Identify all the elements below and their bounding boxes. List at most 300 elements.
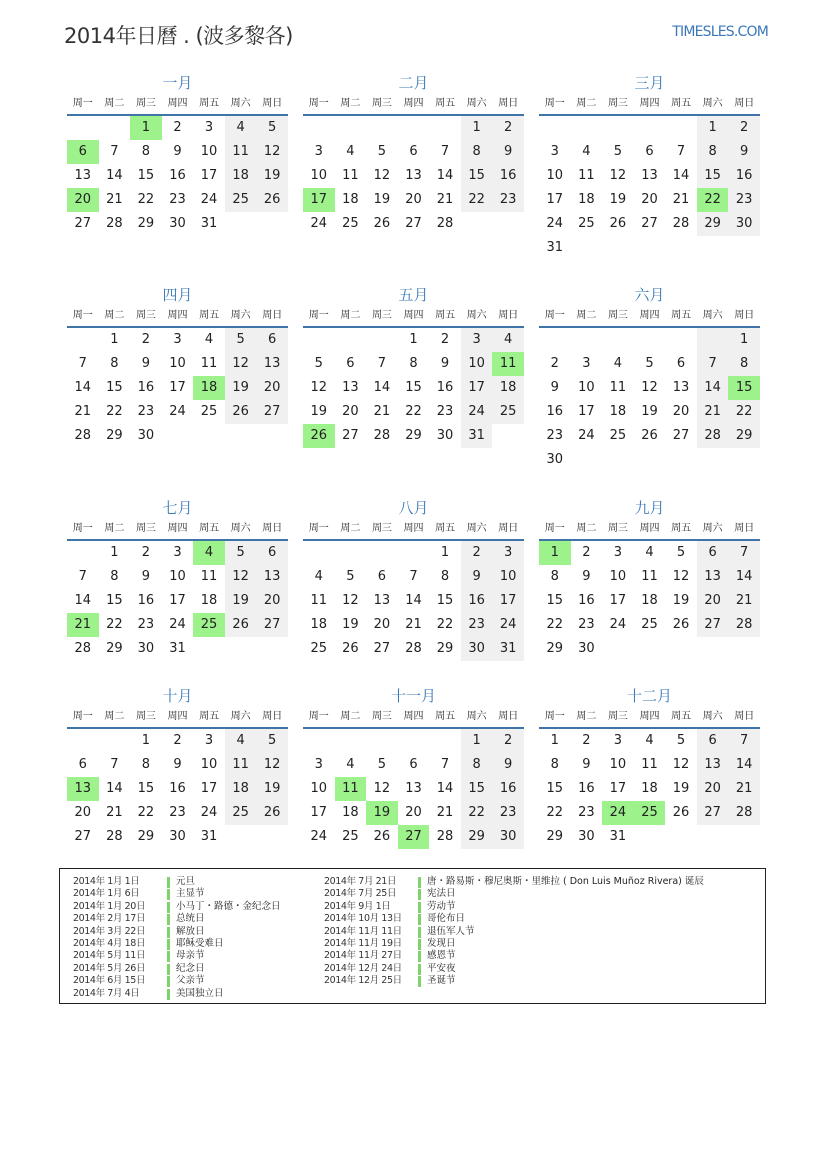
day-cell: 22 xyxy=(461,801,493,825)
weekday-label: 周日 xyxy=(498,523,519,534)
day-cell: 24 xyxy=(461,400,493,424)
day-empty xyxy=(429,729,461,753)
day-cell: 10 xyxy=(200,757,218,772)
legend-marker xyxy=(167,902,170,913)
day-grid xyxy=(303,541,524,661)
day-empty xyxy=(539,116,571,140)
day-cell: 3 xyxy=(314,757,323,772)
day-cell: 17 xyxy=(169,593,186,608)
day-empty xyxy=(303,729,335,753)
day-cell: 17 xyxy=(492,589,524,613)
day-cell: 8 xyxy=(440,569,450,584)
weekday-label: 周日 xyxy=(734,523,755,534)
day-cell: 30 xyxy=(436,428,454,443)
day-cell: 6 xyxy=(697,729,729,753)
legend-row xyxy=(73,975,281,987)
weekday-header xyxy=(303,306,524,328)
legend-date: 2014年 5月 11日 xyxy=(73,950,146,962)
day-cell: 7 xyxy=(440,144,450,159)
day-empty xyxy=(602,116,634,140)
day-cell: 7 xyxy=(728,541,760,565)
holiday-day-cell: 13 xyxy=(67,777,99,801)
legend-date: 2014年 12月 25日 xyxy=(324,975,402,987)
day-cell: 27 xyxy=(697,613,729,637)
brand-logo-text[interactable]: TIMESLES.COM xyxy=(672,24,768,40)
weekday-label: 周二 xyxy=(104,711,125,722)
day-cell: 30 xyxy=(137,641,155,656)
day-cell: 27 xyxy=(256,400,288,424)
day-cell: 9 xyxy=(728,140,760,164)
day-cell: 12 xyxy=(672,757,690,772)
day-cell: 5 xyxy=(256,116,288,140)
calendar-grid xyxy=(67,72,760,844)
day-cell: 14 xyxy=(672,168,690,183)
legend-holiday-name: 美国独立日 xyxy=(176,987,224,999)
month-name: 一月 xyxy=(162,74,193,92)
legend-row xyxy=(73,913,281,925)
legend-date: 2014年 4月 18日 xyxy=(73,937,146,949)
weekday-label: 周二 xyxy=(576,711,597,722)
legend-holiday-name: 小马丁・路德・金纪念日 xyxy=(176,900,281,912)
legend-marker xyxy=(418,939,421,950)
day-cell: 2 xyxy=(550,356,559,371)
legend-date: 2014年 12月 24日 xyxy=(324,962,402,974)
day-cell: 25 xyxy=(225,188,257,212)
day-cell: 29 xyxy=(546,829,564,844)
day-cell: 13 xyxy=(256,352,288,376)
day-cell: 25 xyxy=(492,400,524,424)
day-cell: 30 xyxy=(546,452,564,467)
day-cell: 1 xyxy=(110,332,119,347)
day-cell: 7 xyxy=(676,144,686,159)
day-cell: 11 xyxy=(641,757,658,772)
day-cell: 18 xyxy=(200,593,218,608)
day-cell: 8 xyxy=(141,757,151,772)
legend-holiday-name: 总统日 xyxy=(176,913,205,925)
legend-marker xyxy=(418,914,421,925)
day-empty xyxy=(303,116,335,140)
day-cell: 21 xyxy=(436,805,454,820)
month-block xyxy=(539,497,760,661)
legend-row xyxy=(324,975,704,987)
day-cell: 13 xyxy=(697,565,729,589)
day-cell: 9 xyxy=(440,356,450,371)
day-empty xyxy=(697,328,729,352)
legend-holiday-name: 发现日 xyxy=(427,937,456,949)
weekday-label: 周六 xyxy=(466,98,487,109)
weekday-label: 周五 xyxy=(671,523,692,534)
day-cell: 16 xyxy=(578,781,595,796)
day-cell: 19 xyxy=(373,192,391,207)
day-cell: 27 xyxy=(256,613,288,637)
day-cell: 24 xyxy=(546,216,564,231)
day-cell: 29 xyxy=(697,212,729,236)
day-cell: 10 xyxy=(578,380,595,395)
day-cell: 23 xyxy=(578,617,595,632)
weekday-label: 周三 xyxy=(607,711,628,722)
day-cell: 10 xyxy=(461,352,493,376)
weekday-header xyxy=(539,707,760,729)
day-cell: 28 xyxy=(728,801,760,825)
legend-date: 2014年 7月 21日 xyxy=(324,876,397,887)
day-cell: 13 xyxy=(405,168,422,183)
weekday-label: 周一 xyxy=(72,98,93,109)
day-cell: 6 xyxy=(78,757,87,772)
day-cell: 30 xyxy=(492,825,524,849)
weekday-label: 周一 xyxy=(308,310,329,321)
holiday-day-cell: 17 xyxy=(303,188,335,212)
legend-date: 2014年 6月 15日 xyxy=(73,975,146,987)
weekday-label: 周四 xyxy=(639,98,660,109)
day-cell: 24 xyxy=(310,216,328,231)
day-cell: 17 xyxy=(578,404,595,419)
legend-date: 2014年 11月 11日 xyxy=(324,925,402,937)
weekday-label: 周四 xyxy=(403,310,424,321)
day-cell: 3 xyxy=(204,733,214,748)
day-cell: 11 xyxy=(342,168,359,183)
day-cell: 14 xyxy=(74,593,92,608)
day-grid xyxy=(303,116,524,236)
day-cell: 17 xyxy=(200,168,218,183)
day-empty xyxy=(99,116,131,140)
weekday-label: 周三 xyxy=(135,310,156,321)
month-name: 四月 xyxy=(162,286,193,304)
day-cell: 16 xyxy=(578,593,595,608)
legend-row xyxy=(324,950,704,962)
day-cell: 15 xyxy=(106,593,123,608)
legend-row xyxy=(324,963,704,975)
day-cell: 27 xyxy=(641,216,658,231)
holiday-day-cell: 11 xyxy=(335,777,367,801)
holiday-day-cell: 27 xyxy=(398,825,430,849)
month-block xyxy=(67,72,288,236)
day-empty xyxy=(398,116,430,140)
day-cell: 1 xyxy=(110,545,119,560)
weekday-label: 周二 xyxy=(104,310,125,321)
day-cell: 29 xyxy=(137,216,155,231)
day-cell: 21 xyxy=(405,617,422,632)
day-grid xyxy=(539,729,760,849)
day-cell: 10 xyxy=(492,565,524,589)
day-cell: 14 xyxy=(436,168,454,183)
day-cell: 24 xyxy=(169,617,186,632)
day-empty xyxy=(366,729,398,753)
day-cell: 26 xyxy=(641,428,658,443)
day-cell: 13 xyxy=(342,380,359,395)
day-cell: 1 xyxy=(461,729,493,753)
day-empty xyxy=(539,328,571,352)
day-cell: 12 xyxy=(225,352,257,376)
day-cell: 30 xyxy=(169,216,186,231)
holiday-day-cell: 1 xyxy=(130,116,162,140)
legend-date: 2014年 1月 6日 xyxy=(73,888,140,900)
legend-date: 2014年 3月 22日 xyxy=(73,925,146,937)
day-cell: 20 xyxy=(697,589,729,613)
legend-holiday-name: 唐・路易斯・穆尼奥斯・里维拉 ( Don Luis Muñoz Rivera) 诞辰 xyxy=(427,876,704,887)
day-cell: 11 xyxy=(641,569,658,584)
day-cell: 16 xyxy=(728,164,760,188)
day-cell: 22 xyxy=(137,805,155,820)
day-cell: 2 xyxy=(492,729,524,753)
legend-date: 2014年 7月 4日 xyxy=(73,987,140,999)
day-cell: 2 xyxy=(728,116,760,140)
day-cell: 13 xyxy=(697,753,729,777)
legend-marker xyxy=(167,989,170,1000)
day-cell: 20 xyxy=(74,805,92,820)
day-cell: 28 xyxy=(672,216,690,231)
day-cell: 10 xyxy=(310,781,328,796)
day-cell: 20 xyxy=(405,805,422,820)
day-cell: 10 xyxy=(609,569,627,584)
day-grid xyxy=(303,328,524,448)
day-cell: 15 xyxy=(461,164,493,188)
weekday-label: 周日 xyxy=(262,98,283,109)
day-cell: 25 xyxy=(200,404,218,419)
weekday-label: 周五 xyxy=(435,310,456,321)
weekday-label: 周五 xyxy=(199,310,220,321)
day-cell: 22 xyxy=(436,617,454,632)
day-cell: 30 xyxy=(728,212,760,236)
day-cell: 9 xyxy=(582,757,591,772)
day-cell: 12 xyxy=(641,380,658,395)
weekday-label: 周日 xyxy=(262,711,283,722)
holiday-day-cell: 26 xyxy=(303,424,335,448)
day-cell: 2 xyxy=(141,332,151,347)
day-cell: 23 xyxy=(461,613,493,637)
legend-holiday-name: 劳动节 xyxy=(427,900,456,912)
legend-date: 2014年 9月 1日 xyxy=(324,900,391,912)
day-cell: 7 xyxy=(728,729,760,753)
day-cell: 10 xyxy=(169,569,186,584)
legend-marker xyxy=(167,927,170,938)
legend-row xyxy=(73,876,281,888)
day-empty xyxy=(67,729,99,753)
day-cell: 30 xyxy=(137,428,155,443)
day-cell: 6 xyxy=(346,356,355,371)
weekday-label: 周一 xyxy=(308,711,329,722)
day-cell: 5 xyxy=(613,144,623,159)
weekday-label: 周六 xyxy=(230,711,251,722)
day-cell: 21 xyxy=(106,192,123,207)
weekday-label: 周五 xyxy=(671,310,692,321)
holiday-day-cell: 25 xyxy=(634,801,666,825)
holiday-day-cell: 24 xyxy=(602,801,634,825)
holiday-day-cell: 22 xyxy=(697,188,729,212)
weekday-label: 周四 xyxy=(639,310,660,321)
day-cell: 3 xyxy=(492,541,524,565)
holiday-day-cell: 18 xyxy=(193,376,225,400)
weekday-label: 周六 xyxy=(466,523,487,534)
weekday-label: 周二 xyxy=(340,523,361,534)
day-empty xyxy=(366,328,398,352)
day-cell: 15 xyxy=(461,777,493,801)
day-grid xyxy=(67,729,288,849)
day-cell: 4 xyxy=(225,116,257,140)
weekday-header xyxy=(67,306,288,328)
weekday-label: 周五 xyxy=(435,711,456,722)
day-cell: 6 xyxy=(256,328,288,352)
day-cell: 12 xyxy=(342,593,359,608)
weekday-label: 周二 xyxy=(340,98,361,109)
day-cell: 16 xyxy=(461,589,493,613)
day-cell: 26 xyxy=(225,613,257,637)
day-empty xyxy=(665,116,697,140)
day-cell: 13 xyxy=(641,168,658,183)
day-cell: 3 xyxy=(613,545,623,560)
day-cell: 18 xyxy=(492,376,524,400)
legend-row xyxy=(324,876,704,888)
day-cell: 2 xyxy=(582,545,591,560)
holiday-day-cell: 15 xyxy=(728,376,760,400)
weekday-label: 周三 xyxy=(607,310,628,321)
day-cell: 22 xyxy=(106,617,123,632)
day-empty xyxy=(366,116,398,140)
weekday-label: 周二 xyxy=(104,523,125,534)
day-cell: 18 xyxy=(641,593,658,608)
weekday-label: 周一 xyxy=(72,310,93,321)
legend-marker xyxy=(167,914,170,925)
month-name: 十二月 xyxy=(626,687,672,705)
legend-holiday-name: 感恩节 xyxy=(427,950,456,962)
weekday-label: 周六 xyxy=(466,711,487,722)
legend-holiday-name: 主显节 xyxy=(176,888,205,900)
day-cell: 5 xyxy=(256,729,288,753)
legend-left-column xyxy=(73,876,281,1000)
day-cell: 7 xyxy=(78,356,87,371)
day-cell: 5 xyxy=(676,545,686,560)
legend-date: 2014年 11月 19日 xyxy=(324,937,402,949)
day-empty xyxy=(602,328,634,352)
legend-marker xyxy=(167,951,170,962)
month-block xyxy=(67,284,288,448)
day-cell: 19 xyxy=(225,589,257,613)
day-cell: 30 xyxy=(578,829,595,844)
legend-holiday-name: 退伍军人节 xyxy=(427,925,475,937)
holiday-day-cell: 6 xyxy=(67,140,99,164)
day-cell: 2 xyxy=(173,733,182,748)
day-cell: 24 xyxy=(169,404,186,419)
legend-date: 2014年 5月 26日 xyxy=(73,962,146,974)
day-cell: 4 xyxy=(613,356,623,371)
day-cell: 6 xyxy=(409,757,418,772)
day-cell: 17 xyxy=(546,192,564,207)
day-cell: 23 xyxy=(578,805,595,820)
day-cell: 5 xyxy=(377,757,387,772)
day-cell: 8 xyxy=(550,757,559,772)
day-cell: 26 xyxy=(373,829,391,844)
day-cell: 23 xyxy=(546,428,564,443)
weekday-header xyxy=(303,94,524,116)
day-cell: 6 xyxy=(409,144,418,159)
page-title: 2014年日曆 . (波多黎各) xyxy=(64,24,293,48)
day-grid xyxy=(539,541,760,661)
day-cell: 18 xyxy=(342,192,359,207)
month-name: 八月 xyxy=(398,499,429,517)
day-cell: 3 xyxy=(550,144,559,159)
weekday-label: 周四 xyxy=(167,711,188,722)
day-cell: 31 xyxy=(169,641,186,656)
day-cell: 29 xyxy=(461,825,493,849)
day-cell: 23 xyxy=(169,805,186,820)
day-cell: 23 xyxy=(728,188,760,212)
day-empty xyxy=(634,328,666,352)
day-cell: 3 xyxy=(461,328,493,352)
weekday-label: 周三 xyxy=(371,711,392,722)
month-block xyxy=(539,685,760,849)
day-cell: 11 xyxy=(225,140,257,164)
day-cell: 29 xyxy=(728,424,760,448)
day-grid xyxy=(67,116,288,236)
legend-row xyxy=(73,950,281,962)
day-cell: 31 xyxy=(609,829,627,844)
day-cell: 22 xyxy=(546,805,564,820)
weekday-label: 周日 xyxy=(262,310,283,321)
day-cell: 3 xyxy=(173,332,182,347)
day-cell: 21 xyxy=(373,404,391,419)
legend-marker xyxy=(418,964,421,975)
day-cell: 15 xyxy=(137,168,155,183)
weekday-label: 周日 xyxy=(734,711,755,722)
day-cell: 21 xyxy=(106,805,123,820)
holiday-day-cell: 20 xyxy=(67,188,99,212)
day-cell: 16 xyxy=(137,380,155,395)
day-cell: 10 xyxy=(546,168,564,183)
day-cell: 31 xyxy=(200,216,218,231)
day-cell: 11 xyxy=(200,356,218,371)
day-cell: 28 xyxy=(74,428,92,443)
weekday-label: 周三 xyxy=(607,98,628,109)
day-cell: 10 xyxy=(200,144,218,159)
day-cell: 27 xyxy=(373,641,391,656)
legend-holiday-name: 平安夜 xyxy=(427,962,456,974)
day-cell: 5 xyxy=(314,356,323,371)
legend-row xyxy=(73,963,281,975)
day-cell: 15 xyxy=(106,380,123,395)
day-cell: 9 xyxy=(461,565,493,589)
holiday-legend xyxy=(59,868,766,1004)
day-cell: 29 xyxy=(106,641,123,656)
weekday-label: 周五 xyxy=(435,98,456,109)
day-cell: 5 xyxy=(645,356,654,371)
day-cell: 21 xyxy=(728,589,760,613)
day-cell: 3 xyxy=(204,120,214,135)
day-cell: 6 xyxy=(377,569,387,584)
weekday-header xyxy=(539,94,760,116)
day-cell: 22 xyxy=(461,188,493,212)
day-cell: 7 xyxy=(440,757,450,772)
day-cell: 25 xyxy=(342,829,359,844)
day-cell: 6 xyxy=(697,541,729,565)
day-cell: 14 xyxy=(728,753,760,777)
day-cell: 1 xyxy=(550,733,559,748)
day-cell: 11 xyxy=(609,380,627,395)
day-cell: 21 xyxy=(436,192,454,207)
day-cell: 2 xyxy=(173,120,182,135)
day-empty xyxy=(571,328,603,352)
day-cell: 7 xyxy=(409,569,418,584)
weekday-label: 周三 xyxy=(371,523,392,534)
day-cell: 28 xyxy=(728,613,760,637)
weekday-label: 周六 xyxy=(230,98,251,109)
day-cell: 9 xyxy=(141,569,151,584)
day-cell: 14 xyxy=(106,168,123,183)
day-grid xyxy=(67,328,288,448)
legend-holiday-name: 母亲节 xyxy=(176,950,205,962)
day-cell: 30 xyxy=(461,637,493,661)
weekday-label: 周四 xyxy=(639,711,660,722)
day-cell: 11 xyxy=(200,569,218,584)
day-cell: 31 xyxy=(492,637,524,661)
